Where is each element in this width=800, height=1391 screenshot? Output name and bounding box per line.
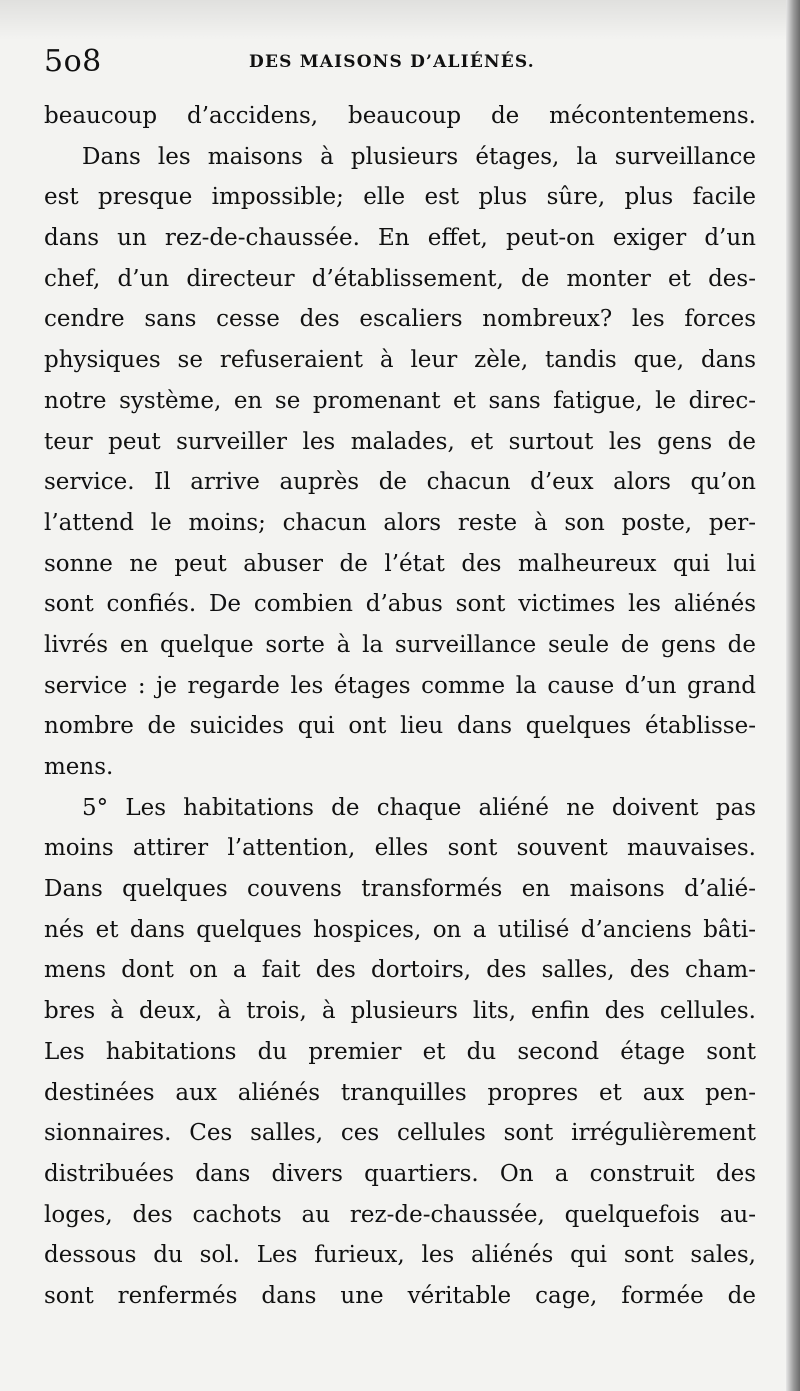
text-line: beaucoup d’accidens, beaucoup de mécontentemens. (44, 103, 756, 129)
text-line: teur peut surveiller les malades, et surtout les gens de (44, 428, 756, 455)
text-line: loges, des cachots au rez-de-chaussée, quelquefois au- (44, 1201, 756, 1228)
text-line: cendre sans cesse des escaliers nombreux? les forces (44, 306, 756, 333)
text-line: sont confiés. De combien d’abus sont victimes les aliénés (44, 591, 756, 618)
text-line: Les habitations du premier et du second étage sont (44, 1038, 756, 1065)
text-line: l’attend le moins; chacun alors reste à son poste, per- (44, 509, 756, 536)
text-line: nombre de suicides qui ont lieu dans quelques établisse- (44, 713, 756, 740)
paragraph-last-line: mens. (44, 754, 114, 780)
text-line: bres à deux, à trois, à plusieurs lits, enfin des cellules. (44, 998, 756, 1025)
running-title: DES MAISONS D’ALIÉNÉS. (249, 52, 535, 72)
text-line: livrés en quelque sorte à la surveillance seule de gens de (44, 631, 756, 658)
text-line: sonne ne peut abuser de l’état des malheureux qui lui (44, 550, 756, 577)
show-through-shadow (0, 0, 800, 40)
text-line: distribuées dans divers quartiers. On a construit des (44, 1160, 756, 1187)
text-line: chef, d’un directeur d’établissement, de monter et des- (44, 265, 756, 292)
text-line: notre système, en se promenant et sans fatigue, le direc- (44, 387, 756, 414)
text-line: destinées aux aliénés tranquilles propres et aux pen- (44, 1079, 756, 1106)
text-line: nés et dans quelques hospices, on a utilisé d’anciens bâti- (44, 916, 756, 943)
text-line: sionnaires. Ces salles, ces cellules sont irrégulièrement (44, 1120, 756, 1147)
paragraph-first-line: Dans les maisons à plusieurs étages, la surveillance (82, 143, 756, 170)
text-line: Dans quelques couvens transformés en maisons d’alié- (44, 876, 756, 903)
page-number: 5o8 (44, 44, 102, 79)
text-line: dessous du sol. Les furieux, les aliénés qui sont sales, (44, 1242, 756, 1269)
body-text (44, 96, 756, 1317)
text-line: service. Il arrive auprès de chacun d’eux alors qu’on (44, 469, 756, 496)
text-line: moins attirer l’attention, elles sont souvent mauvaises. (44, 835, 756, 862)
paragraph-first-line: 5° Les habitations de chaque aliéné ne doivent pas (82, 794, 756, 821)
text-line: sont renfermés dans une véritable cage, formée de (44, 1282, 756, 1309)
text-line: mens dont on a fait des dortoirs, des salles, des cham- (44, 957, 756, 984)
running-head (44, 42, 756, 82)
text-line: physiques se refuseraient à leur zèle, tandis que, dans (44, 347, 756, 374)
page-edge-shadow (786, 0, 800, 1391)
text-line: service : je regarde les étages comme la cause d’un grand (44, 672, 756, 699)
text-line: dans un rez-de-chaussée. En effet, peut-on exiger d’un (44, 225, 756, 252)
text-line: est presque impossible; elle est plus sûre, plus facile (44, 184, 756, 211)
